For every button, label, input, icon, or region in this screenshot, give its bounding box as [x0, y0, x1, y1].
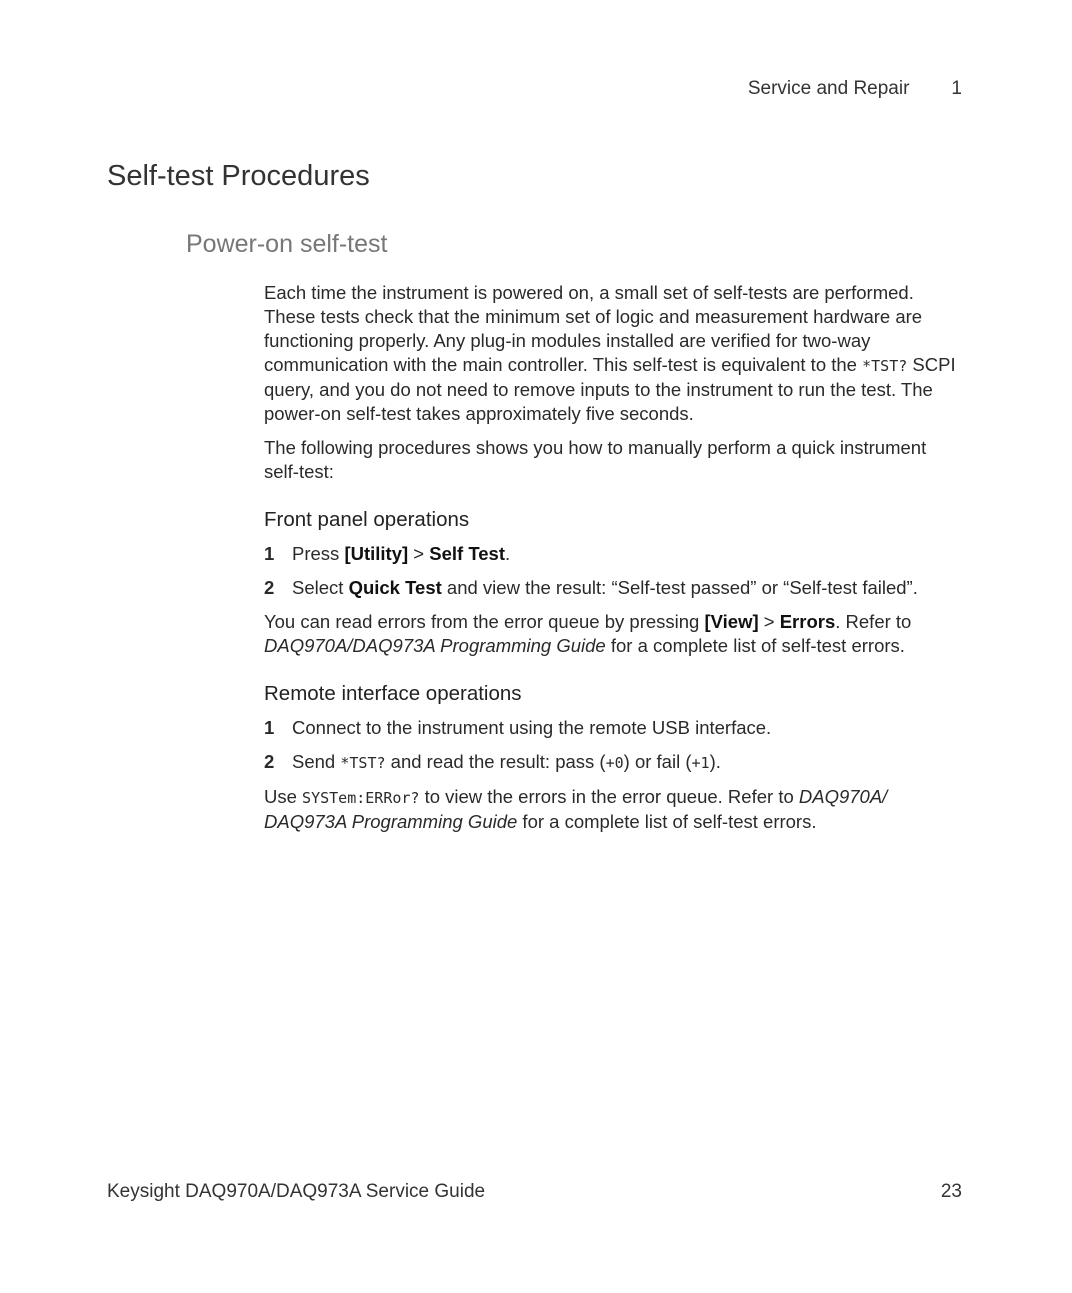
chapter-title: Service and Repair	[747, 78, 910, 99]
programming-guide-reference: DAQ970A/DAQ973A Programming Guide	[264, 635, 606, 656]
errors-softkey: Errors	[779, 611, 836, 632]
front-panel-heading: Front panel operations	[264, 508, 470, 531]
remote-step-1: 1 Connect to the instrument using the remote USB interface.	[264, 717, 772, 738]
pass-code: +0	[605, 754, 624, 772]
footer-doc-title: Keysight DAQ970A/DAQ973A Service Guide	[107, 1181, 486, 1202]
step-number: 1	[264, 717, 275, 738]
intro-paragraph: Each time the instrument is powered on, a small set of self-tests are performed. These tests check that the minimum set of logic and measurement hardware are functioning properly. Any plug-in modules installed are verified for two-way communication with the main controller. This self-test is equivalent to the *TST? SCPI query, and you do not need to remove inputs to the instrument to run the test. The power-on self-test takes approximately five seconds.	[264, 282, 956, 424]
fail-code: +1	[691, 754, 710, 772]
quick-test-softkey: Quick Test	[348, 577, 442, 598]
footer-page-number: 23	[940, 1181, 962, 1202]
chapter-number: 1	[951, 78, 962, 99]
step-number: 2	[264, 751, 275, 772]
front-panel-step-1: 1 Press [Utility] > Self Test.	[264, 543, 511, 564]
main-content	[264, 281, 964, 844]
procedure-intro-paragraph: The following procedures shows you how to manually perform a quick instrument self-test:	[264, 437, 927, 482]
view-key: [View]	[704, 611, 759, 632]
section-title: Power-on self-test	[186, 230, 388, 258]
remote-interface-heading: Remote interface operations	[264, 682, 522, 705]
front-panel-step-2: 2 Select Quick Test and view the result: “Self-test passed” or “Self-test failed”.	[264, 577, 918, 598]
step-number: 2	[264, 577, 275, 598]
page-title: Self-test Procedures	[107, 160, 370, 192]
utility-key: [Utility]	[344, 543, 409, 564]
running-header	[748, 78, 962, 100]
tst-code: *TST?	[340, 754, 386, 772]
programming-guide-reference: DAQ970A/ DAQ973A Programming Guide	[264, 786, 888, 832]
self-test-softkey: Self Test	[429, 543, 505, 564]
system-error-code: SYSTem:ERRor?	[302, 789, 420, 807]
step-number: 1	[264, 543, 275, 564]
remote-note: Use SYSTem:ERRor? to view the errors in the error queue. Refer to DAQ970A/ DAQ973A Programming Guide for a complete list of self-test errors.	[264, 786, 888, 832]
tst-code: *TST?	[862, 357, 908, 375]
remote-step-2: 2 Send *TST? and read the result: pass (+0) or fail (+1).	[264, 750, 964, 775]
front-panel-note: You can read errors from the error queue by pressing [View] > Errors. Refer to DAQ970A/DAQ973A Programming Guide for a complete list of self-test errors.	[264, 611, 912, 656]
